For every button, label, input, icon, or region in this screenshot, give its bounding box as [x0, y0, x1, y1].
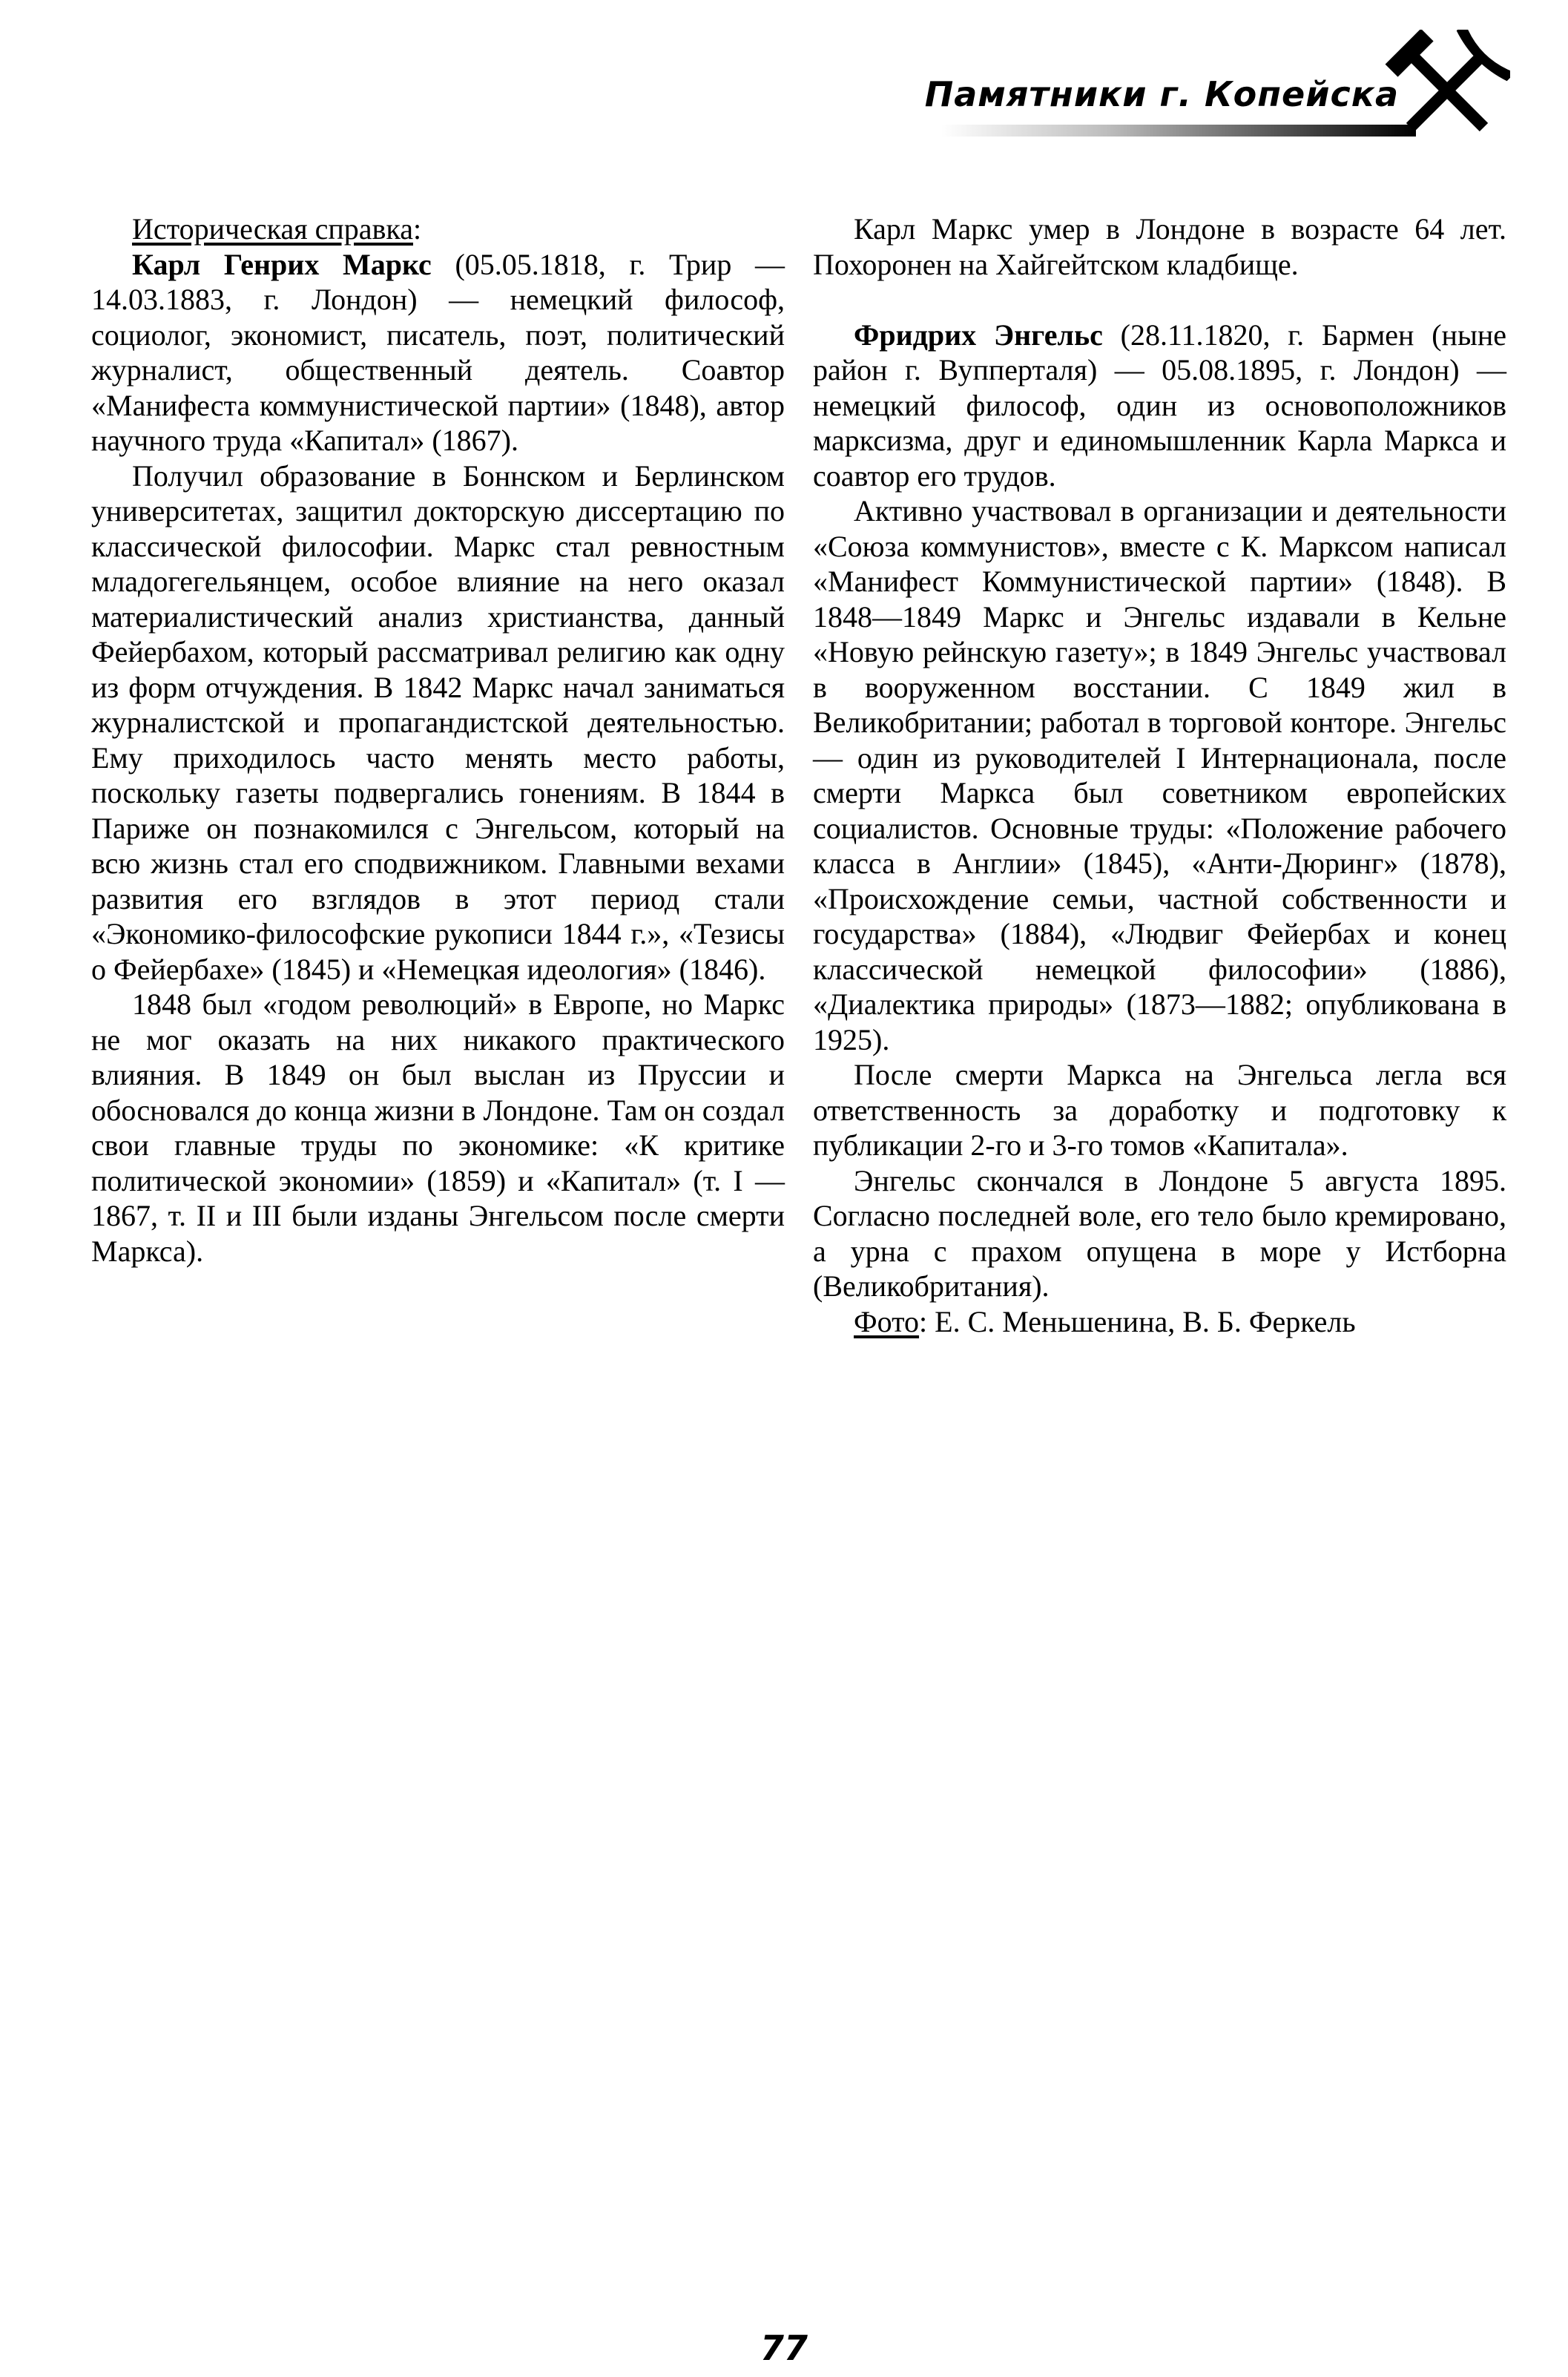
engels-bio-paragraph [813, 318, 1506, 494]
photo-label: Фото [854, 1304, 920, 1338]
right-column [813, 211, 1506, 1339]
engels-activity-paragraph: Активно участвовал в организации и деятельности «Союза коммунистов», вместе с К. Марксом написал «Манифест Коммунистической партии» (1848). В 1848—1849 Маркс и Энгельс издавали в Кельне «Новую рейнскую газету»; в 1849 Энгельс участвовал в вооруженном восстании. С 1849 жил в Великобритании; работал в торговой конторе. Энгельс — один из руководителей I Интернационала, после смерти Маркса был советником европейских социалистов. Основные труды: «Положение рабочего класса в Англии» (1845), «Анти-Дюринг» (1878), «Происхождение семьи, частной собственности и государства» (1884), «Людвиг Фейербах и конец классической немецкой философии» (1886), «Диалектика природы» (1873—1882; опубликована в 1925). [813, 494, 1506, 1056]
intro-line [91, 211, 785, 247]
crossed-hammer-and-pick-icon [1384, 30, 1510, 148]
photo-credit-line [813, 1304, 1506, 1340]
header-rule [941, 125, 1416, 137]
engels-name: Фридрих Энгельс [854, 318, 1103, 352]
header-title: Памятники г. Копейска [924, 74, 1399, 114]
marx-bio-paragraph [91, 247, 785, 458]
photo-credits: : Е. С. Меньшенина, В. Б. Феркель [919, 1304, 1356, 1338]
engels-bio-text: (28.11.1820, г. Бармен (ныне район г. Вупперталя) — 05.08.1895, г. Лондон) — немецкий философ, один из основоположников марксизма, друг и единомышленник Карла Маркса и соавтор его трудов. [813, 318, 1506, 493]
historical-note-label: Историческая справка [132, 212, 413, 246]
marx-name: Карл Генрих Маркс [132, 247, 432, 281]
engels-death-paragraph: Энгельс скончался в Лондоне 5 августа 1895. Согласно последней воле, его тело было кремировано, а урна с прахом опущена в море у Истборна (Великобритания). [813, 1163, 1506, 1303]
page-number: 77 [760, 2328, 808, 2368]
marx-bio-text: (05.05.1818, г. Трир — 14.03.1883, г. Лондон) — немецкий философ, социолог, экономист, писатель, поэт, политический журналист, общественный деятель. Соавтор «Манифеста коммунистической партии» (1848), автор научного труда «Капитал» (1867). [91, 247, 785, 457]
marx-death-paragraph: Карл Маркс умер в Лондоне в возрасте 64 лет. Похоронен на Хайгейтском кладбище. [813, 212, 1506, 281]
left-column [91, 211, 785, 1269]
historical-note-colon: : [412, 212, 422, 246]
running-header [0, 30, 1568, 148]
marx-revolution-paragraph: 1848 был «годом революций» в Европе, но Маркс не мог оказать на них никакого практического влияния. В 1849 он был выслан из Пруссии и обосновался до конца жизни в Лондоне. Там он создал свои главные труды по экономике: «К критике политической экономии» (1859) и «Капитал» (т. I — 1867, т. II и III были изданы Энгельсом после смерти Маркса). [91, 987, 785, 1268]
marx-education-paragraph: Получил образование в Боннском и Берлинском университетах, защитил докторскую диссертацию по классической философии. Маркс стал ревностным младогегельянцем, особое влияние на него оказал материалистический анализ христианства, данный Фейербахом, который рассматривал религию как одну из форм отчуждения. В 1842 Маркс начал заниматься журналистской и пропагандистской деятельностью. Ему приходилось часто менять место работы, поскольку газеты подвергались гонениям. В 1844 в Париже он познакомился с Энгельсом, который на всю жизнь стал его сподвижником. Главными вехами развития его взглядов в этот период стали «Экономико-философские рукописи 1844 г.», «Тезисы о Фейербахе» (1845) и «Немецкая идеология» (1846). [91, 458, 785, 986]
engels-capital-paragraph: После смерти Маркса на Энгельса легла вся ответственность за доработку и подготовку к публикации 2-го и 3-го томов «Капитала». [813, 1058, 1506, 1162]
